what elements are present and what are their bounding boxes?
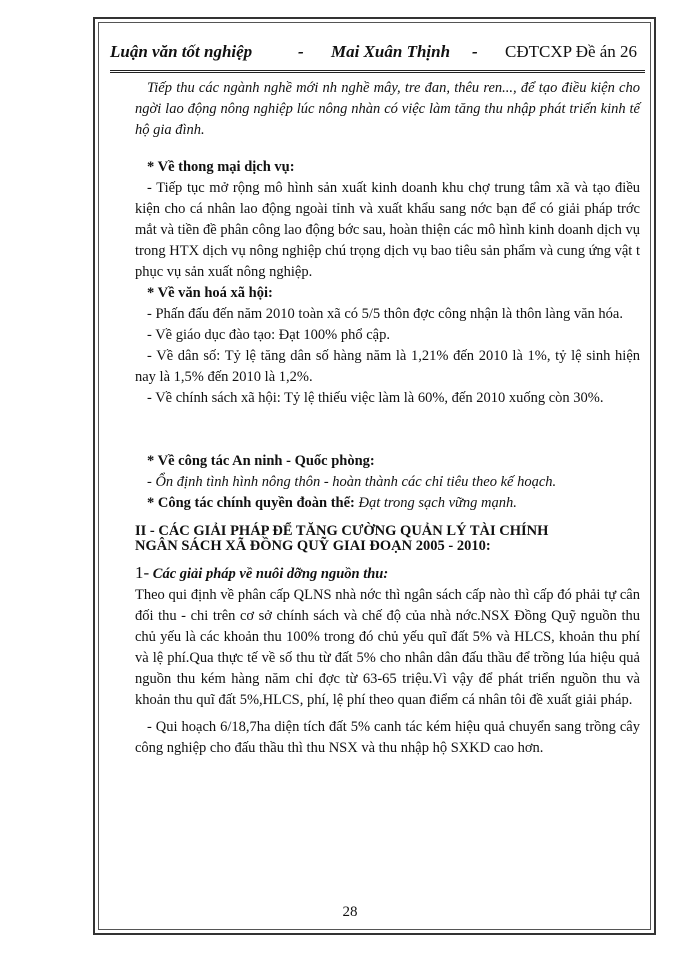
heading-culture-society: * Về văn hoá xã hội: <box>147 285 273 301</box>
paragraph-land-planning: - Qui hoạch 6/18,7ha diện tích đất 5% canh tác kém hiệu quả chuyển sang trồng cây công nghiệp cho đấu thầu thì thu NSX và thu nhập hộ SXKD cao hơn. <box>135 719 640 756</box>
paragraph-government-organizations <box>135 493 640 514</box>
paragraph-craft-trades: Tiếp thu các ngành nghề mới nh nghề mây, tre đan, thêu ren..., để tạo điều kiện cho ngời lao động nông nghiệp lúc nông nhàn có việc làm tăng thu nhập phát triển kinh tế hộ gia đình. <box>135 80 640 138</box>
heading-commerce-services: * Về thong mại dịch vụ: <box>147 159 295 175</box>
government-organizations-goal: Đạt trong sạch vững mạnh. <box>358 495 517 511</box>
page-number: 28 <box>342 904 358 920</box>
section-title-line-2: NGÂN SÁCH XÃ ĐỒNG QUỸ GIAI ĐOẠN 2005 - 2010: <box>135 538 491 554</box>
subsection-title-text: Các giải pháp về nuôi dỡng nguồn thu: <box>152 566 389 582</box>
page-body <box>135 78 640 759</box>
heading-security-defense: * Về công tác An ninh - Quốc phòng: <box>147 453 375 469</box>
paragraph-social-policy: - Về chính sách xã hội: Tỷ lệ thiếu việc làm là 60%, đến 2010 xuống còn 30%. <box>147 390 604 406</box>
header-author: Mai Xuân Thịnh <box>331 42 451 61</box>
header-separator: - <box>298 42 304 61</box>
paragraph-revenue-regulation: Theo qui định về phân cấp QLNS nhà nớc thì ngân sách cấp nào thì cấp đó phải tự cân đối thu - chi trên cơ sở chính sách và chế độ của nhà nớc.NSX Đồng Quỹ nguồn thu chủ yếu là các khoản thu 100% trong đó chủ yếu quĩ đất 5% và HLCS, khoản thu phí và lệ phí.Qua thực tế về số thu từ đất 5% cho nhân dân đấu thầu để trồng lúa hiệu quả nguồn thu kém hàng năm chỉ đợc từ 63-65 triệu.Vì vậy để phát triển nguồn thu và khoản thu quĩ đất 5%,HLCS, phí, lệ phí theo quan điểm cá nhân tôi đề xuất giải pháp. <box>135 587 640 708</box>
paragraph-commerce-services: - Tiếp tục mở rộng mô hình sản xuất kinh doanh khu chợ trung tâm xã và tạo điều kiện cho cá nhân lao động ngoài tỉnh và xuất khẩu sang nớc bạn để có giải pháp trớc mắt và tiền đề phân công lao động bớc sau, hoàn thiện các mô hình kinh doanh dịch vụ trong HTX dịch vụ nông nghiệp chú trọng dịch vụ bao tiêu sản phẩm và cung ứng vật t phục vụ sản xuất nông nghiệp. <box>135 180 640 280</box>
header-thesis-label: Luận văn tốt nghiệp <box>110 42 253 61</box>
subsection-title <box>135 562 640 585</box>
paragraph-rural-stability: - Ổn định tình hình nông thôn - hoàn thành các chỉ tiêu theo kế hoạch. <box>147 474 557 490</box>
running-header <box>110 36 645 73</box>
header-separator: - <box>472 42 478 61</box>
section-title-line-1: II - CÁC GIẢI PHÁP ĐỂ TĂNG CƯỜNG QUẢN LÝ TÀI CHÍNH <box>135 523 549 539</box>
header-course: CĐTCXP Đề án 26 <box>505 42 638 61</box>
paragraph-cultural-villages: - Phấn đấu đến năm 2010 toàn xã có 5/5 thôn đợc công nhận là thôn làng văn hóa. <box>147 306 623 322</box>
paragraph-education: - Về giáo dục đào tạo: Đạt 100% phổ cập. <box>147 327 390 343</box>
heading-government-organizations: * Công tác chính quyền đoàn thể: <box>147 495 355 511</box>
paragraph-population: - Về dân số: Tỷ lệ tăng dân số hàng năm là 1,21% đến 2010 là 1%, tỷ lệ sinh hiện nay là 1,5% đến 2010 là 1,2%. <box>135 348 640 385</box>
subsection-number: 1- <box>135 563 150 582</box>
